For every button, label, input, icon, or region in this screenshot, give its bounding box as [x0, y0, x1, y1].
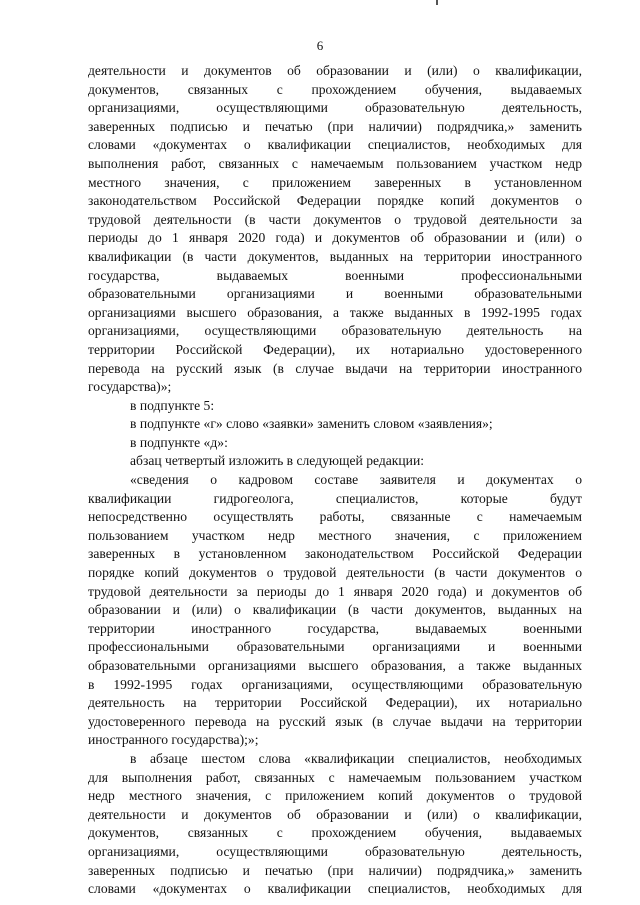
text-line: образовании и (или) о квалификации (в части документов, выданных на: [88, 602, 582, 618]
text-line: трудовой деятельности за периоды до 1 января 2020 года) и документов об: [88, 583, 582, 599]
text-line: абзац четвертый изложить в следующей редакции:: [130, 453, 425, 469]
text-line: организациями, осуществляющими образовательную деятельность на: [88, 323, 582, 339]
text-line: образовательными организациями и военными образовательными: [88, 286, 582, 302]
text-line: деятельность на территории Российской Федерации), их нотариально: [88, 695, 582, 711]
text-line: территории Российской Федерации), их нотариально удостоверенного: [88, 341, 582, 357]
text-line: организациями высшего образования, а также выданных в 1992-1995 годах: [88, 304, 582, 320]
text-line: организациями, осуществляющими образовательную деятельность,: [88, 100, 582, 116]
text-line: организациями, осуществляющими образовательную деятельность,: [88, 843, 582, 859]
text-line: недр местного значения, с приложением копий документов о трудовой: [88, 788, 582, 804]
page-number: 6: [316, 38, 324, 53]
text-line: территории иностранного государства, выдаваемых военными: [88, 620, 582, 636]
text-line: иностранного государства);»;: [88, 732, 259, 748]
text-line: «сведения о кадровом составе заявителя и документах о: [130, 472, 582, 488]
text-line: законодательством Российской Федерации порядке копий документов о: [88, 193, 582, 209]
body-text: [88, 62, 582, 899]
text-line: документов, связанных с прохождением обучения, выдаваемых: [88, 81, 582, 97]
text-line: порядке копий документов о трудовой деятельности (в части документов о: [88, 565, 582, 581]
text-line: образовательными организациями высшего образования, а также выданных: [88, 658, 582, 673]
text-line: деятельности и документов об образовании и (или) о квалификации,: [88, 806, 582, 822]
text-line: периоды до 1 января 2020 года) и документов об образовании и (или) о: [88, 230, 582, 246]
text-line: документов, связанных с прохождением обучения, выдаваемых: [88, 825, 582, 841]
text-line: трудовой деятельности (в части документов о трудовой деятельности за: [88, 211, 582, 227]
text-line: выполнения работ, связанных с намечаемым пользованием участком недр: [88, 155, 582, 171]
text-line: профессиональными образовательными организациями и военными: [88, 639, 582, 655]
text-line: в подпункте «г» слово «заявки» заменить словом «заявления»;: [130, 416, 493, 432]
text-line: квалификации гидрогеолога, специалистов, которые будут: [88, 490, 582, 506]
text-line: словами «документах о квалификации специалистов, необходимых для: [88, 137, 582, 153]
text-line: перевода на русский язык (в случае выдачи на территории иностранного: [88, 360, 582, 376]
text-line: местного значения, с приложением заверенных в установленном: [88, 174, 582, 190]
text-line: квалификации (в части документов, выданных на территории иностранного: [88, 248, 582, 264]
text-line: заверенных в установленном законодательством Российской Федерации: [88, 546, 582, 562]
text-line: непосредственно осуществлять работы, связанные с намечаемым: [88, 509, 582, 525]
text-line: пользованием участком недр местного значения, с приложением: [88, 527, 582, 543]
text-line: в 1992-1995 годах организациями, осуществляющими образовательную: [88, 676, 582, 692]
scan-artifact-mark: [436, 0, 438, 5]
text-line: словами «документах о квалификации специалистов, необходимых для: [88, 881, 582, 897]
text-line: удостоверенного перевода на русский язык (в случае выдачи на территории: [88, 713, 582, 729]
text-line: для выполнения работ, связанных с намечаемым пользованием участком: [88, 769, 582, 785]
text-line: заверенных подписью и печатью (при наличии) подрядчика,» заменить: [88, 118, 582, 134]
text-line: в абзаце шестом слова «квалификации специалистов, необходимых: [130, 750, 582, 766]
text-line: деятельности и документов об образовании и (или) о квалификации,: [88, 63, 582, 78]
text-line: заверенных подписью и печатью (при наличии) подрядчика,» заменить: [88, 862, 582, 878]
text-line: государства, выдаваемых военными профессиональными: [88, 267, 582, 283]
text-line: в подпункте «д»:: [130, 434, 228, 450]
text-line: государства)»;: [88, 379, 172, 395]
text-line: в подпункте 5:: [130, 397, 215, 413]
